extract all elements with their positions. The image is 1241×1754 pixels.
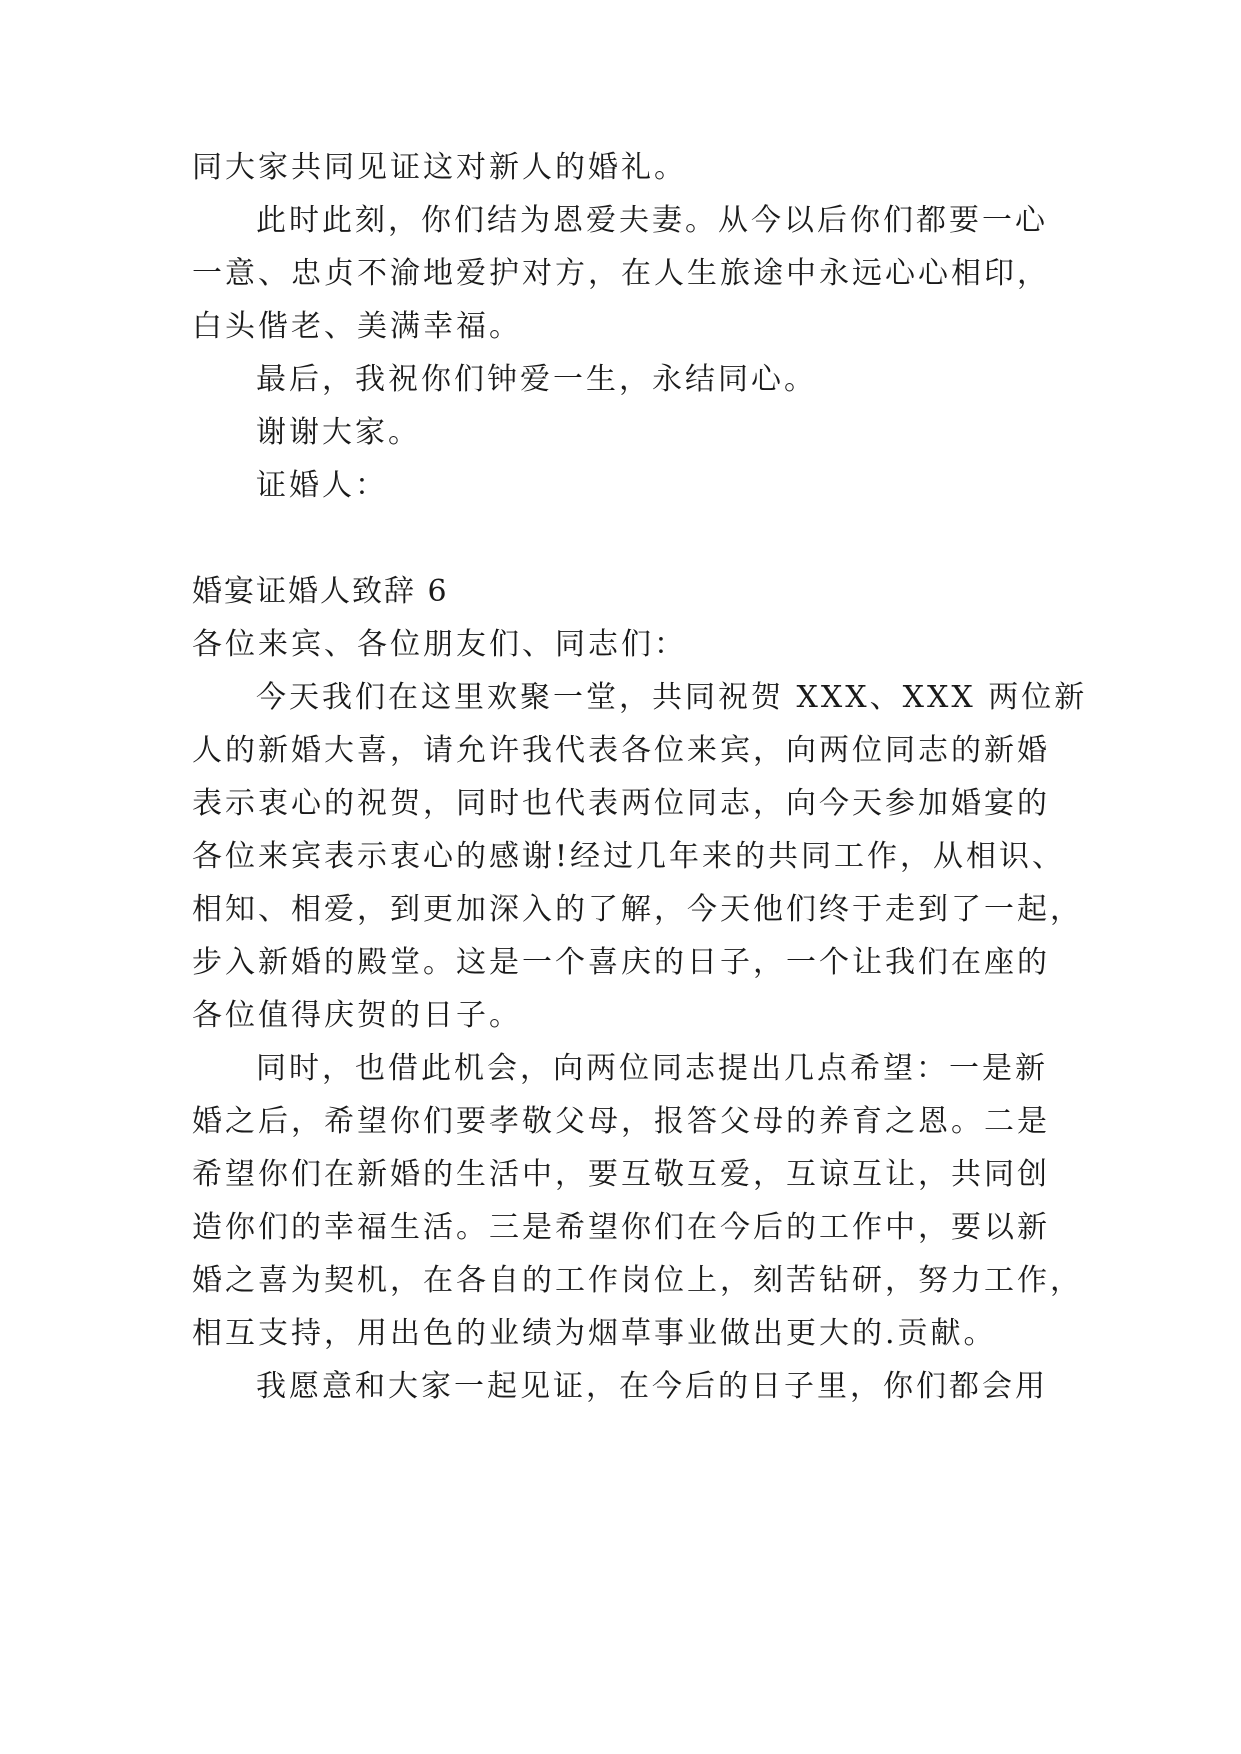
paragraph-line: 相知、相爱，到更加深入的了解，今天他们终于走到了一起， — [192, 892, 1083, 927]
signature-label: 证婚人： — [256, 468, 388, 503]
paragraph-line: 各位值得庆贺的日子。 — [192, 998, 522, 1033]
paragraph-line: 步入新婚的殿堂。这是一个喜庆的日子，一个让我们在座的 — [192, 945, 1050, 980]
paragraph-line: 表示衷心的祝贺，同时也代表两位同志，向今天参加婚宴的 — [192, 786, 1050, 821]
paragraph-line: 此时此刻，你们结为恩爱夫妻。从今以后你们都要一心 — [256, 203, 1048, 238]
salutation: 各位来宾、各位朋友们、同志们： — [192, 627, 687, 662]
paragraph-line: 婚之喜为契机，在各自的工作岗位上，刻苦钻研，努力工作， — [192, 1263, 1083, 1298]
paragraph-line: 造你们的幸福生活。三是希望你们在今后的工作中，要以新 — [192, 1210, 1050, 1245]
paragraph-line: 同时，也借此机会，向两位同志提出几点希望：一是新 — [256, 1051, 1048, 1086]
paragraph-line: 婚之后，希望你们要孝敬父母，报答父母的养育之恩。二是 — [192, 1104, 1050, 1139]
paragraph-line: 相互支持，用出色的业绩为烟草事业做出更大的.贡献。 — [192, 1316, 997, 1351]
paragraph-line: 我愿意和大家一起见证，在今后的日子里，你们都会用 — [256, 1369, 1048, 1404]
paragraph-line: 各位来宾表示衷心的感谢!经过几年来的共同工作，从相识、 — [192, 839, 1066, 874]
paragraph-line: 白头偕老、美满幸福。 — [192, 309, 522, 344]
paragraph-line: 希望你们在新婚的生活中，要互敬互爱，互谅互让，共同创 — [192, 1157, 1050, 1192]
paragraph-line: 一意、忠贞不渝地爱护对方，在人生旅途中永远心心相印， — [192, 256, 1050, 291]
paragraph-line: 谢谢大家。 — [256, 415, 421, 450]
paragraph-line: 今天我们在这里欢聚一堂，共同祝贺 XXX、XXX 两位新 — [256, 680, 1088, 715]
paragraph-line: 最后，我祝你们钟爱一生，永结同心。 — [256, 362, 817, 397]
section-title: 婚宴证婚人致辞 6 — [192, 574, 449, 609]
paragraph-line: 同大家共同见证这对新人的婚礼。 — [192, 150, 687, 185]
paragraph-line: 人的新婚大喜，请允许我代表各位来宾，向两位同志的新婚 — [192, 733, 1050, 768]
